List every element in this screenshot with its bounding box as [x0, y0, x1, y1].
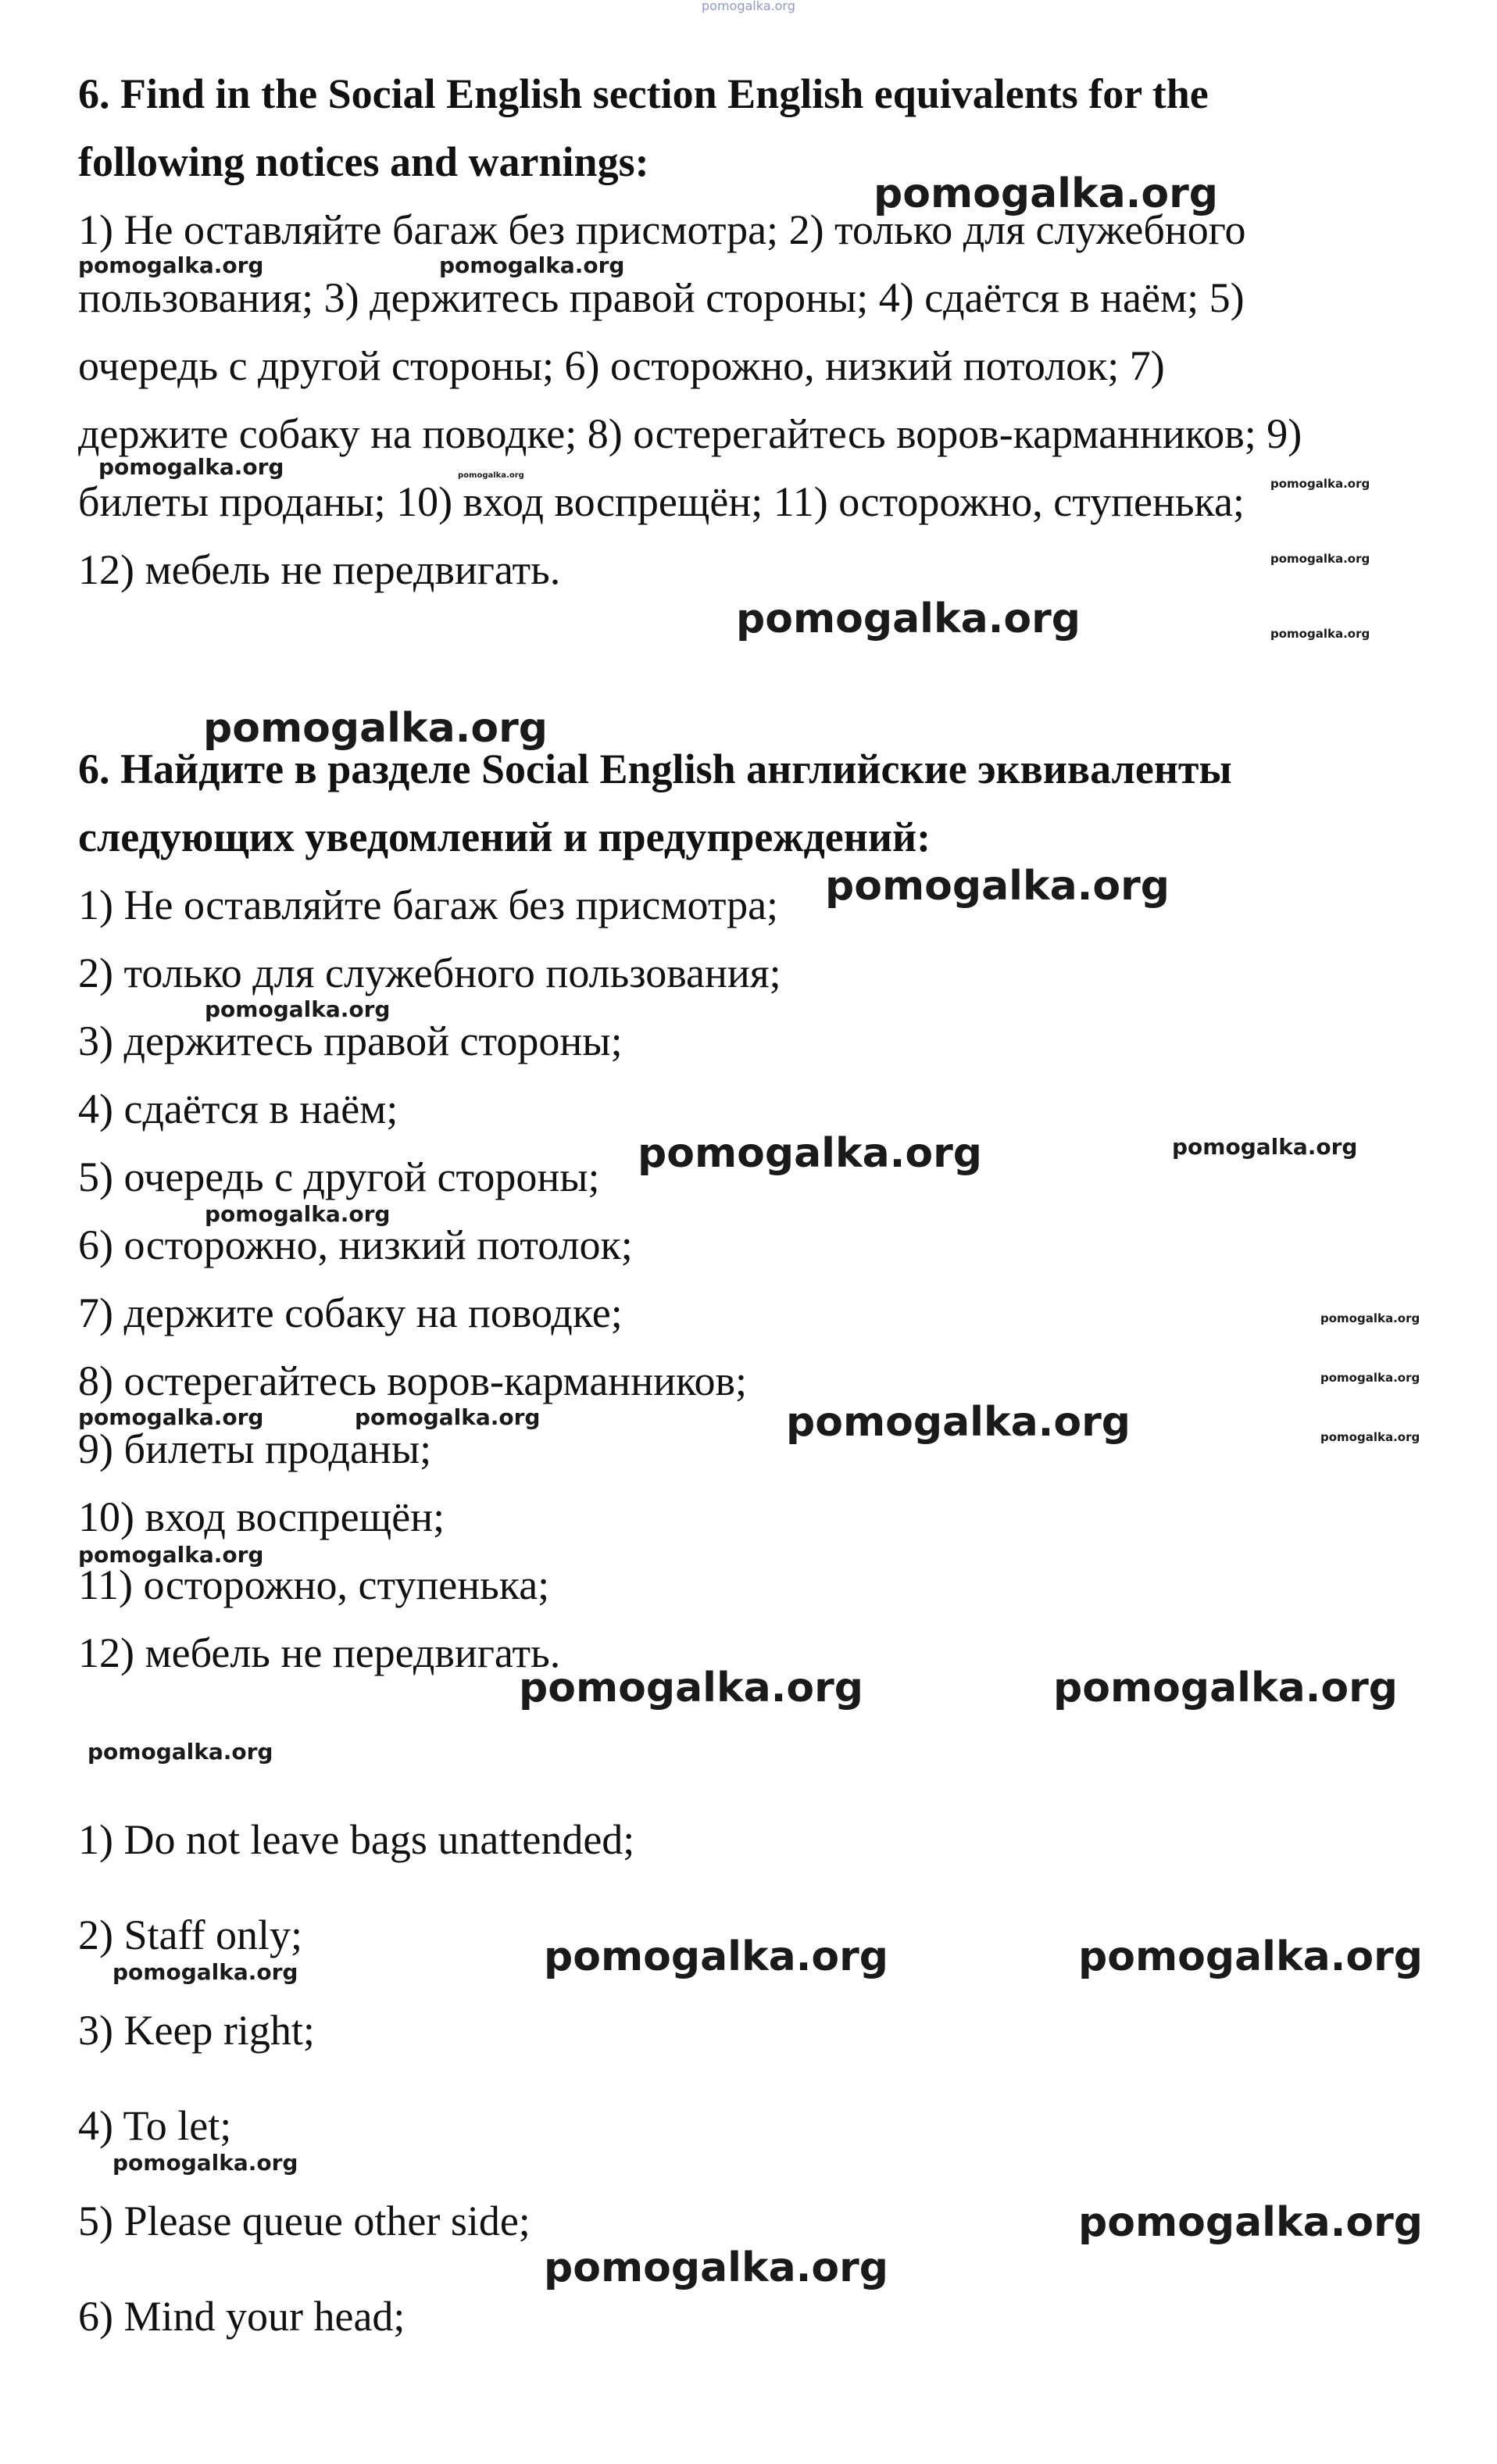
watermark: pomogalka.org [1078, 2199, 1424, 2246]
task-item-ru: 7) держите собаку на поводке; [78, 1289, 623, 1336]
task-body-en-line: очередь с другой стороны; 6) осторожно, низкий потолок; 7) [78, 342, 1165, 389]
watermark: pomogalka.org [1270, 477, 1370, 491]
task-item-ru: 8) остерегайтесь воров-карманников; [78, 1357, 747, 1404]
watermark: pomogalka.org [1270, 552, 1370, 566]
watermark: pomogalka.org [203, 705, 548, 752]
watermark: pomogalka.org [638, 1130, 983, 1177]
watermark: pomogalka.org [88, 1739, 273, 1765]
answer-item: 2) Staff only; [78, 1911, 302, 1958]
watermark: pomogalka.org [439, 252, 625, 278]
task-item-ru: 2) только для служебного пользования; [78, 949, 781, 996]
task-item-ru: 4) сдаётся в наём; [78, 1085, 398, 1132]
watermark: pomogalka.org [355, 1404, 541, 1430]
task-body-en-line: пользования; 3) держитесь правой стороны; 4) сдаётся в наём; 5) [78, 274, 1245, 321]
watermark: pomogalka.org [78, 1542, 264, 1568]
task-title-en-line1: 6. Find in the Social English section English equivalents for the [78, 70, 1209, 117]
watermark: pomogalka.org [1078, 1933, 1424, 1980]
watermark: pomogalka.org [786, 1399, 1131, 1446]
watermark: pomogalka.org [78, 1404, 264, 1430]
answer-item: 3) Keep right; [78, 2007, 315, 2054]
task-item-ru: 10) вход воспрещён; [78, 1493, 445, 1540]
watermark: pomogalka.org [98, 454, 284, 480]
watermark: pomogalka.org [1320, 1430, 1420, 1444]
watermark: pomogalka.org [205, 996, 391, 1022]
task-item-ru: 11) осторожно, ступенька; [78, 1561, 550, 1608]
task-item-ru: 1) Не оставляйте багаж без присмотра; [78, 882, 779, 928]
task-body-en-line: билеты проданы; 10) вход воспрещён; 11) осторожно, ступенька; [78, 478, 1245, 525]
task-title-ru-line1: 6. Найдите в разделе Social English английские эквиваленты [78, 746, 1232, 792]
watermark: pomogalka.org [825, 863, 1170, 910]
watermark: pomogalka.org [1172, 1134, 1358, 1160]
watermark: pomogalka.org [205, 1201, 391, 1227]
watermark: pomogalka.org [544, 1933, 889, 1980]
task-item-ru: 5) очередь с другой стороны; [78, 1153, 600, 1200]
watermark: pomogalka.org [874, 170, 1219, 217]
watermark: pomogalka.org [1320, 1371, 1420, 1385]
watermark: pomogalka.org [1053, 1665, 1399, 1711]
task-body-en-line: 1) Не оставляйте багаж без присмотра; 2) только для служебного [78, 206, 1246, 253]
task-title-ru-line2: следующих уведомлений и предупреждений: [78, 814, 931, 860]
watermark: pomogalka.org [78, 252, 264, 278]
task-body-en-line: 12) мебель не передвигать. [78, 546, 561, 593]
watermark: pomogalka.org [1320, 1311, 1420, 1325]
watermark: pomogalka.org [519, 1665, 864, 1711]
answer-item: 1) Do not leave bags unattended; [78, 1816, 635, 1863]
answer-item: 6) Mind your head; [78, 2293, 406, 2340]
task-item-ru: 9) билеты проданы; [78, 1425, 432, 1472]
task-title-en-line2: following notices and warnings: [78, 138, 649, 185]
answer-item: 5) Please queue other side; [78, 2198, 531, 2244]
watermark: pomogalka.org [736, 595, 1081, 642]
task-item-ru: 6) осторожно, низкий потолок; [78, 1221, 633, 1268]
watermark: pomogalka.org [113, 1959, 298, 1985]
watermark: pomogalka.org [113, 2150, 298, 2176]
watermark: pomogalka.org [1270, 627, 1370, 641]
task-item-ru: 12) мебель не передвигать. [78, 1629, 561, 1676]
task-body-en-line: держите собаку на поводке; 8) остерегайтесь воров-карманников; 9) [78, 410, 1302, 457]
watermark: pomogalka.org [702, 0, 795, 13]
watermark: pomogalka.org [458, 471, 524, 480]
watermark: pomogalka.org [544, 2244, 889, 2291]
task-item-ru: 3) держитесь правой стороны; [78, 1017, 623, 1064]
answer-item: 4) To let; [78, 2102, 232, 2149]
